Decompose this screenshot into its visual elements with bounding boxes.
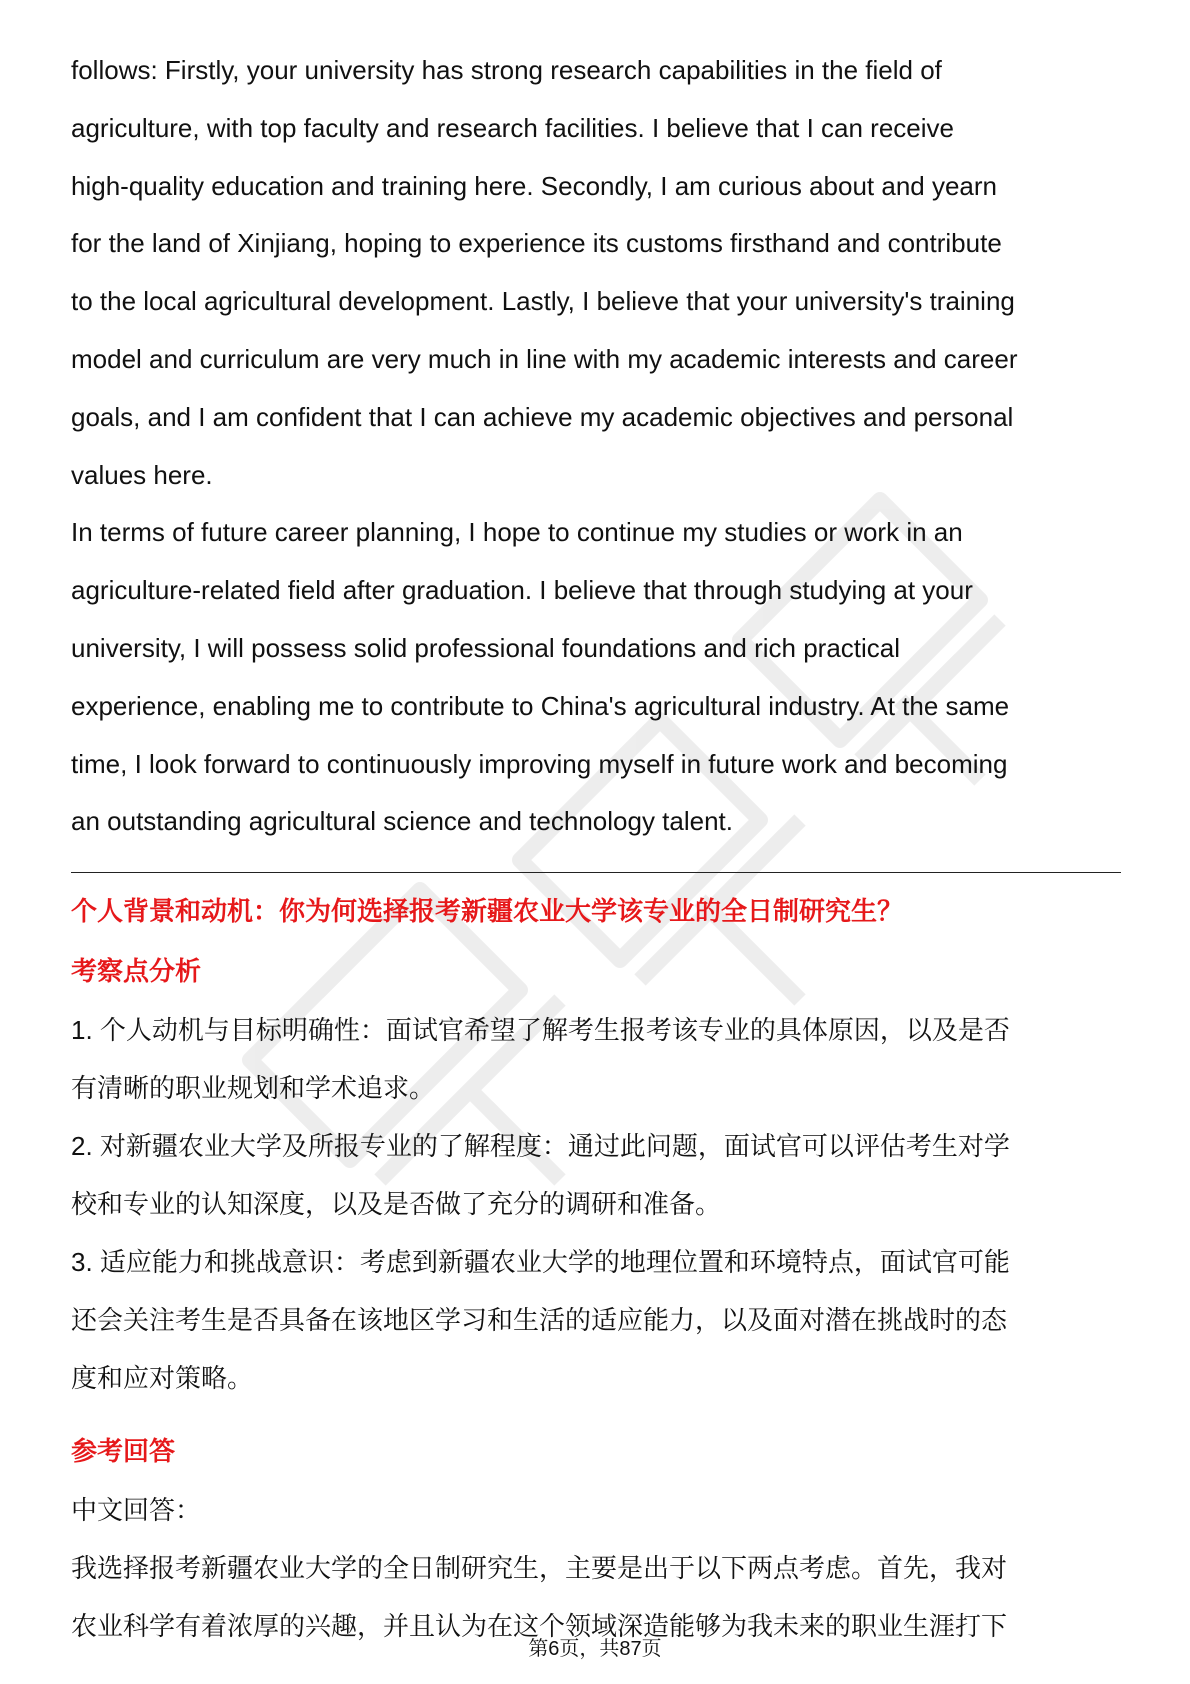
text-line: agriculture-related field after graduation. I believe that through studying at your (71, 575, 973, 606)
chinese-answer-label: 中文回答： (71, 1495, 202, 1526)
list-item: 还会关注考生是否具备在该地区学习和生活的适应能力，以及面对潜在挑战时的态 (71, 1305, 1008, 1336)
text-line: 我选择报考新疆农业大学的全日制研究生，主要是出于以下两点考虑。首先，我对 (71, 1553, 1008, 1584)
reference-heading: 参考回答 (71, 1436, 176, 1467)
text-line: model and curriculum are very much in line with my academic interests and career (71, 343, 1018, 374)
text-line: agriculture, with top faculty and research facilities. I believe that I can receive (71, 112, 954, 143)
english-paragraph-1 (71, 42, 1121, 504)
analysis-heading: 考察点分析 (71, 956, 202, 987)
text-line: experience, enabling me to contribute to China's agricultural industry. At the same (71, 690, 1010, 721)
list-item: 1. 个人动机与目标明确性：面试官希望了解考生报考该专业的具体原因，以及是否 (71, 1015, 1010, 1046)
section-divider (71, 872, 1121, 873)
text-line: values here. (71, 459, 213, 490)
text-line: for the land of Xinjiang, hoping to experience its customs firsthand and contribute (71, 228, 1002, 259)
text-line: In terms of future career planning, I hope to continue my studies or work in an (71, 517, 963, 548)
page-content (71, 42, 1121, 1655)
text-line: 农业科学有着浓厚的兴趣，并且认为在这个领域深造能够为我未来的职业生涯打下 (71, 1611, 1008, 1642)
list-item: 3. 适应能力和挑战意识：考虑到新疆农业大学的地理位置和环境特点，面试官可能 (71, 1247, 1010, 1278)
text-line: follows: Firstly, your university has strong research capabilities in the field of (71, 55, 942, 85)
text-line: goals, and I am confident that I can achieve my academic objectives and personal (71, 401, 1014, 432)
question-title: 个人背景和动机：你为何选择报考新疆农业大学该专业的全日制研究生？ (71, 896, 904, 927)
text-line: an outstanding agricultural science and technology talent. (71, 806, 733, 837)
page-number: 第6页，共87页 (528, 1638, 662, 1660)
list-item: 有清晰的职业规划和学术追求。 (71, 1073, 436, 1104)
text-line: high-quality education and training here. Secondly, I am curious about and yearn (71, 170, 997, 201)
list-item: 度和应对策略。 (71, 1363, 254, 1394)
text-line: time, I look forward to continuously improving myself in future work and becoming (71, 748, 1008, 779)
english-paragraph-2 (71, 504, 1121, 851)
text-line: university, I will possess solid professional foundations and rich practical (71, 632, 901, 663)
analysis-list (71, 1001, 1121, 1407)
list-item: 2. 对新疆农业大学及所报专业的了解程度：通过此问题，面试官可以评估考生对学 (71, 1131, 1010, 1162)
text-line: to the local agricultural development. Lastly, I believe that your university's training (71, 286, 1015, 317)
list-item: 校和专业的认知深度，以及是否做了充分的调研和准备。 (71, 1189, 722, 1220)
